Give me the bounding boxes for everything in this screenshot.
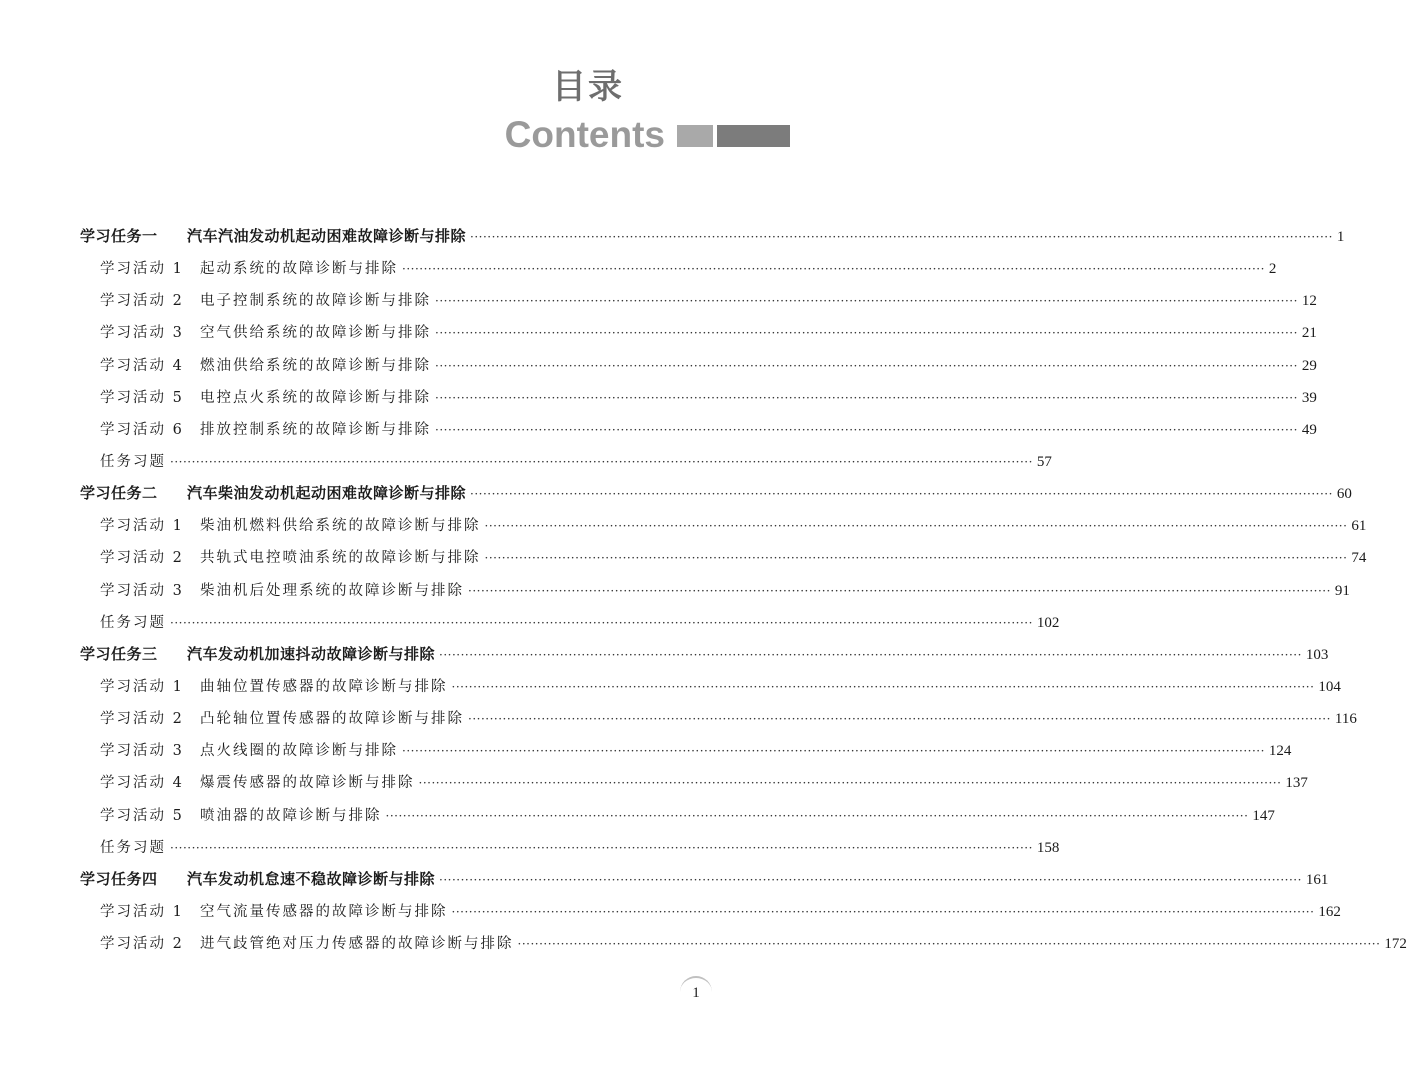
table-of-contents [80, 225, 1407, 964]
dot-leader: ········································································································································································································ [470, 230, 1333, 244]
toc-entry-title: 任务习题 [100, 614, 166, 631]
toc-entry-activity[interactable] [80, 739, 1292, 771]
toc-entry-page: 12 [1301, 293, 1317, 310]
toc-entry-exercise[interactable] [80, 611, 1060, 643]
toc-entry-title: 曲轴位置传感器的故障诊断与排除 [200, 678, 448, 695]
dot-leader: ········································································································································································································ [468, 583, 1331, 598]
toc-entry-page: 57 [1036, 453, 1052, 470]
toc-title-chinese: 目录 [552, 67, 624, 107]
toc-entry-number: 学习活动 2 [100, 711, 184, 728]
toc-entry-number: 学习活动 1 [100, 261, 184, 278]
toc-entry-activity[interactable] [80, 386, 1317, 418]
page-number: 1 [680, 976, 712, 1006]
toc-entry-page: 29 [1301, 357, 1317, 374]
toc-entry-exercise[interactable] [80, 836, 1060, 868]
dot-leader: ········································································································································································································ [468, 712, 1331, 727]
toc-entry-number: 学习活动 1 [100, 678, 184, 695]
toc-entry-activity[interactable] [80, 257, 1277, 289]
toc-entry-activity[interactable] [80, 418, 1317, 450]
dot-leader: ········································································································································································································ [402, 744, 1265, 759]
dot-leader: ········································································································································································································ [385, 808, 1249, 823]
toc-entry-activity[interactable] [80, 675, 1341, 707]
toc-entry-page: 60 [1336, 486, 1352, 503]
toc-entry-activity[interactable] [80, 900, 1341, 932]
decorative-bar-dark [717, 125, 790, 147]
toc-entry-task[interactable] [80, 868, 1329, 900]
toc-entry-number: 学习活动 4 [100, 775, 184, 792]
toc-entry-number: 学习活动 5 [100, 807, 184, 824]
toc-entry-number: 学习任务四 [80, 869, 158, 888]
dot-leader: ········································································································································································································ [435, 390, 1298, 405]
toc-entry-page: 137 [1285, 775, 1308, 792]
toc-entry-exercise[interactable] [80, 450, 1052, 482]
toc-entry-page: 104 [1318, 678, 1341, 695]
toc-entry-title: 任务习题 [100, 453, 166, 470]
dot-leader: ········································································································································································································ [170, 454, 1033, 469]
toc-entry-title: 燃油供给系统的故障诊断与排除 [200, 357, 431, 374]
toc-entry-activity[interactable] [80, 354, 1317, 386]
dot-leader: ········································································································································································································ [435, 358, 1298, 373]
toc-entry-title: 柴油机后处理系统的故障诊断与排除 [200, 582, 464, 599]
toc-entry-title: 凸轮轴位置传感器的故障诊断与排除 [200, 711, 464, 728]
toc-entry-activity[interactable] [80, 579, 1350, 611]
toc-entry-page: 2 [1268, 261, 1277, 278]
toc-entry-task[interactable] [80, 482, 1352, 514]
dot-leader: ········································································································································································································ [517, 937, 1381, 952]
dot-leader: ········································································································································································································ [435, 422, 1298, 437]
toc-entry-page: 1 [1336, 229, 1345, 245]
toc-entry-title: 喷油器的故障诊断与排除 [200, 807, 382, 824]
toc-entry-page: 74 [1351, 550, 1367, 567]
toc-entry-title: 汽车发动机怠速不稳故障诊断与排除 [187, 869, 436, 888]
toc-entry-title: 空气流量传感器的故障诊断与排除 [200, 903, 448, 920]
toc-entry-title: 空气供给系统的故障诊断与排除 [200, 325, 431, 342]
toc-entry-number: 学习任务一 [80, 227, 158, 245]
toc-entry-page: 61 [1351, 518, 1367, 535]
toc-entry-page: 124 [1268, 743, 1292, 760]
dot-leader: ········································································································································································································ [439, 647, 1302, 662]
toc-entry-activity[interactable] [80, 771, 1308, 803]
toc-entry-title: 进气歧管绝对压力传感器的故障诊断与排除 [200, 936, 514, 953]
toc-entry-page: 21 [1301, 325, 1317, 342]
toc-entry-page: 162 [1318, 903, 1341, 920]
dot-leader: ········································································································································································································ [435, 326, 1298, 341]
dot-leader: ········································································································································································································ [451, 679, 1315, 694]
toc-entry-page: 49 [1301, 421, 1317, 438]
toc-entry-task[interactable] [80, 225, 1345, 257]
toc-entry-title: 电控点火系统的故障诊断与排除 [200, 389, 431, 406]
toc-entry-activity[interactable] [80, 321, 1317, 353]
toc-entry-page: 39 [1301, 389, 1317, 406]
toc-entry-page: 158 [1036, 839, 1060, 856]
toc-entry-title: 起动系统的故障诊断与排除 [200, 261, 398, 278]
toc-entry-title: 爆震传感器的故障诊断与排除 [200, 775, 415, 792]
toc-entry-number: 学习活动 4 [100, 357, 184, 374]
toc-entry-activity[interactable] [80, 932, 1407, 964]
dot-leader: ········································································································································································································ [484, 551, 1348, 566]
toc-entry-title: 汽车汽油发动机起动困难故障诊断与排除 [187, 227, 467, 245]
decorative-bar-light [677, 125, 713, 147]
toc-entry-number: 学习活动 3 [100, 325, 184, 342]
toc-entry-title: 汽车柴油发动机起动困难故障诊断与排除 [187, 484, 467, 503]
toc-entry-activity[interactable] [80, 289, 1317, 321]
toc-entry-number: 学习活动 3 [100, 743, 184, 760]
toc-entry-activity[interactable] [80, 514, 1367, 546]
toc-entry-page: 147 [1252, 807, 1275, 824]
toc-entry-title: 柴油机燃料供给系统的故障诊断与排除 [200, 518, 481, 535]
toc-entry-number: 学习活动 1 [100, 903, 184, 920]
toc-entry-page: 102 [1036, 614, 1060, 631]
toc-entry-title: 任务习题 [100, 839, 166, 856]
toc-entry-number: 学习活动 2 [100, 293, 184, 310]
dot-leader: ········································································································································································································ [170, 615, 1033, 630]
dot-leader: ········································································································································································································ [418, 776, 1282, 791]
toc-title-english: Contents [504, 114, 665, 155]
dot-leader: ········································································································································································································ [451, 904, 1315, 919]
toc-entry-number: 学习活动 3 [100, 582, 184, 599]
toc-entry-number: 学习任务二 [80, 484, 158, 503]
toc-entry-activity[interactable] [80, 546, 1367, 578]
toc-entry-title: 排放控制系统的故障诊断与排除 [200, 421, 431, 438]
dot-leader: ········································································································································································································ [402, 262, 1265, 277]
toc-entry-title: 电子控制系统的故障诊断与排除 [200, 293, 431, 310]
dot-leader: ········································································································································································································ [170, 840, 1033, 855]
toc-entry-task[interactable] [80, 643, 1329, 675]
toc-entry-number: 学习活动 2 [100, 936, 184, 953]
dot-leader: ········································································································································································································ [484, 519, 1348, 534]
toc-entry-page: 91 [1334, 582, 1350, 599]
dot-leader: ········································································································································································································ [435, 294, 1298, 309]
toc-entry-page: 161 [1305, 871, 1329, 888]
toc-entry-page: 116 [1334, 711, 1357, 728]
toc-entry-activity[interactable] [80, 707, 1357, 739]
toc-entry-title: 共轨式电控喷油系统的故障诊断与排除 [200, 550, 481, 567]
dot-leader: ········································································································································································································ [439, 872, 1302, 887]
toc-entry-number: 学习活动 6 [100, 421, 184, 438]
toc-entry-title: 汽车发动机加速抖动故障诊断与排除 [187, 644, 436, 663]
toc-entry-page: 172 [1384, 936, 1407, 953]
toc-entry-number: 学习活动 2 [100, 550, 184, 567]
toc-entry-title: 点火线圈的故障诊断与排除 [200, 743, 398, 760]
toc-entry-activity[interactable] [80, 804, 1275, 836]
toc-entry-number: 学习活动 1 [100, 518, 184, 535]
toc-entry-number: 学习活动 5 [100, 389, 184, 406]
toc-entry-number: 学习任务三 [80, 644, 158, 663]
dot-leader: ········································································································································································································ [470, 487, 1333, 502]
toc-entry-page: 103 [1305, 646, 1329, 663]
